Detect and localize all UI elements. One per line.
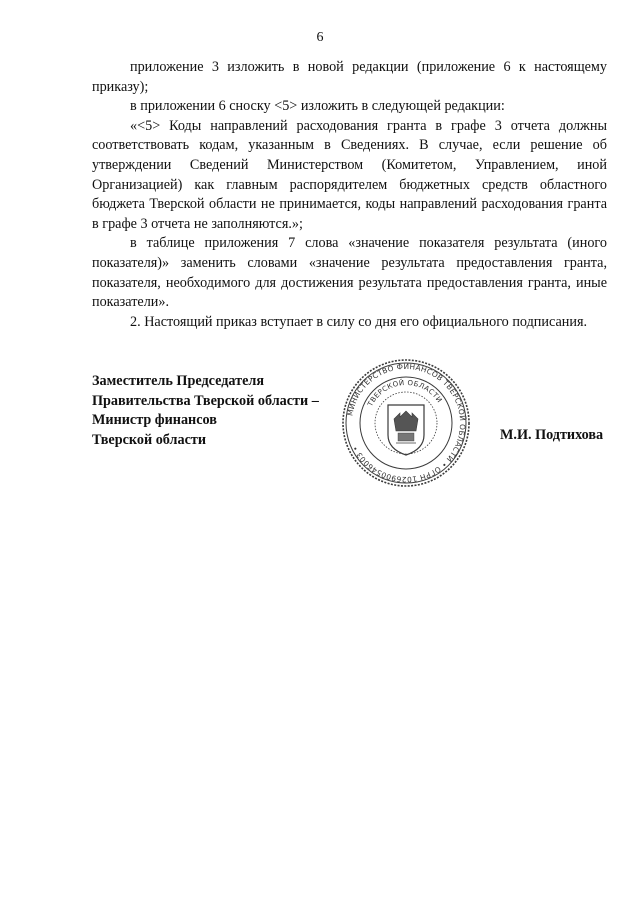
paragraph: в таблице приложения 7 слова «значение показателя результата (иного показателя)» заменить словами «значение результата предоставления гранта, показателя, необходимого для достижения результата предоставления гранта, иные показатели». — [92, 235, 607, 311]
svg-text:ТВЕРСКОЙ ОБЛАСТИ — [366, 378, 444, 409]
seal-outer-text: МИНИСТЕРСТВО ФИНАНСОВ ТВЕРСКОЙ ОБЛАСТИ • ОГРН 1026900546003 • — [345, 361, 468, 485]
coat-of-arms-icon — [388, 405, 424, 455]
position-line: Министр финансов — [92, 412, 217, 429]
official-seal — [340, 357, 472, 489]
paragraph: в приложении 6 сноску <5> изложить в следующей редакции: — [130, 98, 505, 115]
position-line: Заместитель Председателя — [92, 373, 265, 389]
document-body — [92, 58, 607, 332]
seal-inner-text: ТВЕРСКОЙ ОБЛАСТИ — [366, 378, 444, 408]
position-line: Тверской области — [92, 431, 207, 448]
signatory-name: М.И. Подтихова — [500, 427, 604, 443]
page-number: 6 — [316, 30, 324, 45]
signatory-position — [92, 372, 319, 450]
paragraph: «<5> Коды направлений расходования гранта в графе 3 отчета должны соответствовать кодам, указанным в Сведениях. В случае, если решение об утверждении Сведений Министерством (Комитетом, Управлением, иной Организацией) как главным распорядителем бюджетных средств областного бюджета Тверской области не принимается, коды направлений расходования гранта в графе 3 отчета не заполняются.»; — [92, 117, 607, 232]
position-line: Правительства Тверской области – — [92, 392, 319, 409]
paragraph: 2. Настоящий приказ вступает в силу со дня его официального подписания. — [130, 313, 588, 330]
paragraph: приложение 3 изложить в новой редакции (приложение 6 к настоящему приказу); — [92, 59, 607, 95]
